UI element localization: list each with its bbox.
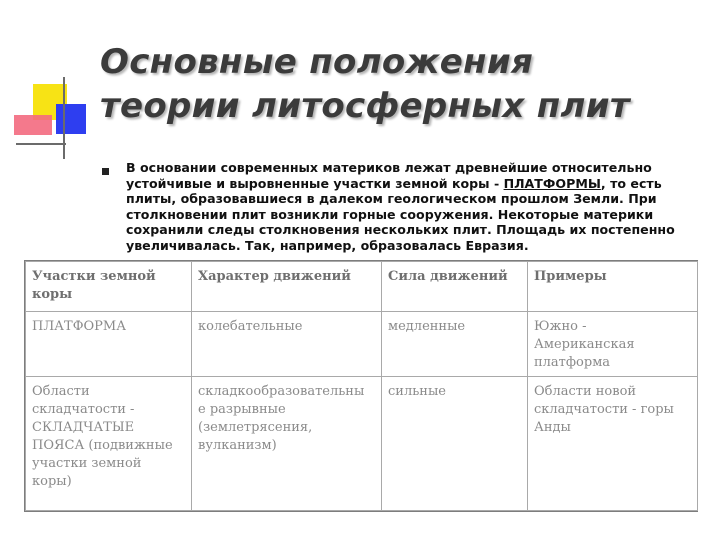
table-header-row <box>26 262 698 312</box>
header-cell: Примеры <box>528 262 698 312</box>
table-row <box>26 377 698 511</box>
header-cell: Характер движений <box>192 262 382 312</box>
table-cell: сильные <box>382 377 528 511</box>
bullet-text-keyword: ПЛАТФОРМЫ <box>503 175 601 191</box>
table-cell: Области новой складчатости - горы Анды <box>528 377 698 511</box>
bullet-text-part-1: В основании современных материков лежат древнейшие относительно устойчивые и выровненные участки земной коры - <box>126 160 652 191</box>
decorative-vertical-line <box>63 77 65 159</box>
title-line-1: Основные положения <box>100 42 534 82</box>
header-cell: Сила движений <box>382 262 528 312</box>
plates-table <box>24 260 698 512</box>
decorative-horizontal-line <box>16 143 66 145</box>
table-cell: ПЛАТФОРМА <box>26 312 192 377</box>
table-row <box>26 312 698 377</box>
table-cell: медленные <box>382 312 528 377</box>
decorative-pink-bar <box>14 115 52 135</box>
header-cell: Участки земной коры <box>26 262 192 312</box>
title-line-2: теории литосферных плит <box>100 86 630 126</box>
table-cell: Южно - Американская платформа <box>528 312 698 377</box>
table-cell: складкообразовательны е разрывные (землетрясения, вулканизм) <box>192 377 382 511</box>
table-cell: колебательные <box>192 312 382 377</box>
decorative-blue-square <box>56 104 86 134</box>
slide-title <box>100 40 700 128</box>
square-bullet-icon <box>102 168 109 175</box>
table-cell: Области складчатости - СКЛАДЧАТЫЕ ПОЯСА (подвижные участки земной коры) <box>26 377 192 511</box>
bullet-paragraph <box>126 160 706 253</box>
bullet-text-part-2: , то есть плиты, образовавшиеся в далеком геологическом прошлом Земли. При столкновении плит возникли горные сооружения. Некоторые материки сохранили следы столкновения нескольких плит. Площадь их постепенно увеличивалась. Так, например, образовалась Евразия. <box>126 175 675 253</box>
